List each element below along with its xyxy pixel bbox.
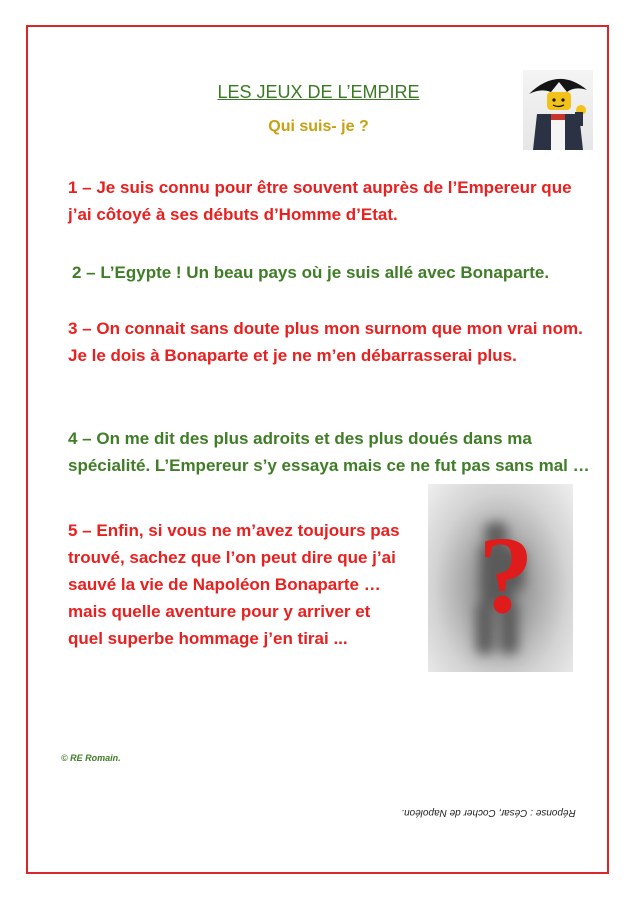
clue-3: 3 – On connait sans doute plus mon surnom que mon vrai nom. Je le dois à Bonaparte et je ne m’en débarrasserai plus. xyxy=(68,319,583,365)
clue-5: 5 – Enfin, si vous ne m’avez toujours pas trouvé, sachez que l’on peut dire que j’ai sauvé la vie de Napoléon Bonaparte … mais quelle aventure pour y arriver et quel superbe hommage j’en tirai ... xyxy=(68,521,400,648)
question-mark-icon: ? xyxy=(478,514,534,636)
copyright-note: © RE Romain. xyxy=(61,753,121,763)
clue-1: 1 – Je suis connu pour être souvent auprès de l’Empereur que j’ai côtoyé à ses débuts d’Homme d’Etat. xyxy=(68,178,572,224)
answer-upside-down: Réponse : César, Cocher de Napoléon. xyxy=(401,807,576,818)
napoleon-figurine-icon xyxy=(523,70,593,150)
page-subtitle: Qui suis- je ? xyxy=(268,118,369,135)
page-title: LES JEUX DE L’EMPIRE xyxy=(217,82,420,102)
clue-4: 4 – On me dit des plus adroits et des plus doués dans ma spécialité. L’Empereur s’y essaya mais ce ne fut pas sans mal … xyxy=(68,429,590,475)
clue-2: 2 – L’Egypte ! Un beau pays où je suis allé avec Bonaparte. xyxy=(72,263,550,282)
mystery-figure-image xyxy=(428,484,573,672)
